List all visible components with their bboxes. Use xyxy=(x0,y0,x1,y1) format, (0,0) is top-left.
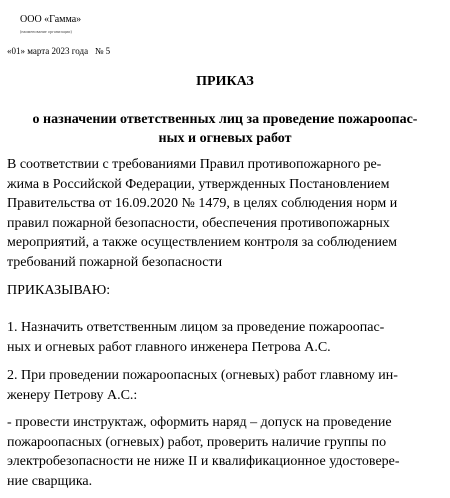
organization-name: ООО «Гамма» xyxy=(20,14,82,25)
order-word-text: ПРИКАЗЫВАЮ: xyxy=(7,283,111,298)
subitem-line: пожароопасных (огневых) работ, проверить наличие группы по xyxy=(7,434,387,450)
preamble-line: жима в Российской Федерации, утвержденных Постановлением xyxy=(7,176,390,192)
order-word xyxy=(7,281,447,301)
document-subtitle xyxy=(0,110,450,148)
subitem-line: - провести инструктаж, оформить наряд – допуск на проведение xyxy=(7,415,392,430)
preamble-line: правил пожарной безопасности, обеспечения противопожарных xyxy=(7,215,390,231)
subitem-line: ние сварщика. xyxy=(7,473,93,489)
item-line: 2. При проведении пожароопасных (огневых) работ главному ин- xyxy=(7,368,398,383)
item-line: ных и огневых работ главного инженера Петрова А.С. xyxy=(7,339,331,355)
order-item-1 xyxy=(7,318,447,357)
preamble-paragraph xyxy=(7,155,447,272)
preamble-line: требований пожарной безопасности xyxy=(7,254,223,270)
subitem-line: электробезопасности не ниже II и квалификационное удостовере- xyxy=(7,454,400,469)
preamble-line: Правительства от 16.09.2020 № 1479, в целях соблюдения норм и xyxy=(7,196,398,211)
order-item-2-subitem xyxy=(7,413,447,491)
subtitle-line: о назначении ответственных лиц за проведение пожароопас- xyxy=(32,112,418,127)
preamble-line: В соответствии с требованиями Правил противопожарного ре- xyxy=(7,157,382,172)
item-line: 1. Назначить ответственным лицом за проведение пожароопас- xyxy=(7,320,385,335)
organization-caption: (наименование организации) xyxy=(20,29,72,34)
order-date-number: «01» марта 2023 года № 5 xyxy=(7,46,111,56)
item-line: женеру Петрову А.С.: xyxy=(7,387,138,403)
preamble-line: мероприятий, а также осуществлением контроля за соблюдением xyxy=(7,235,398,250)
document-title: ПРИКАЗ xyxy=(196,74,254,89)
subtitle-line: ных и огневых работ xyxy=(158,131,292,146)
order-item-2 xyxy=(7,366,447,405)
